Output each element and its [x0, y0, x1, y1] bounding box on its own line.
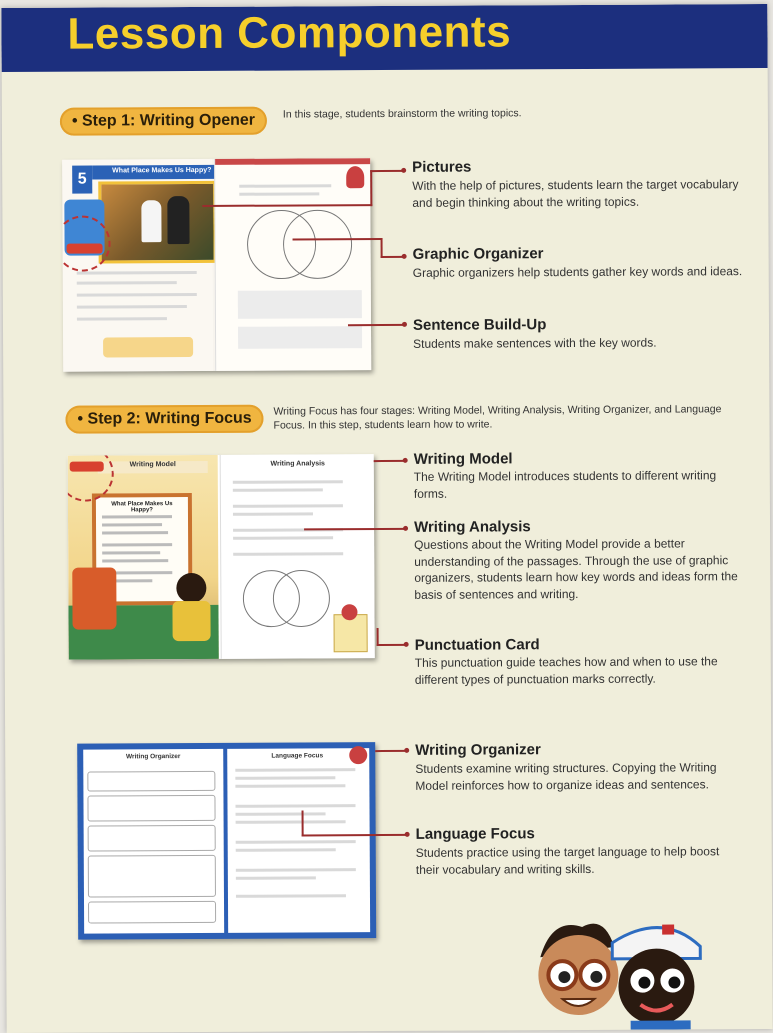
text-line	[102, 515, 172, 518]
writing-analysis-text: Questions about the Writing Model provide a better understanding of the passages. Through the use of graphic organizers, students learn how key words and ideas form the basis of sentences and writing.	[414, 536, 738, 602]
callout-dot	[401, 168, 406, 173]
callout-dot	[402, 254, 407, 259]
sentence-box	[238, 290, 362, 319]
text-line	[77, 293, 197, 297]
step1-description: In this stage, students brainstorm the writing topics.	[282, 107, 522, 121]
text-line	[77, 271, 197, 275]
callout-line	[370, 170, 372, 206]
callout-dot	[405, 832, 410, 837]
photo-figure-1	[141, 200, 161, 242]
language-focus-title: Language Focus	[415, 825, 535, 843]
text-line	[235, 804, 355, 808]
text-line	[102, 523, 162, 526]
corner-character-icon	[349, 746, 367, 764]
text-line	[236, 894, 346, 898]
photo-figure-2	[167, 196, 189, 244]
organizer-box	[88, 855, 216, 898]
text-line	[235, 784, 345, 788]
text-line	[102, 531, 168, 534]
text-line	[102, 559, 168, 562]
punctuation-card-title: Punctuation Card	[414, 636, 540, 654]
callout-line	[348, 324, 405, 326]
corner-character-icon	[346, 166, 364, 188]
opener-ribbon	[92, 165, 232, 180]
text-line	[236, 820, 346, 824]
callout-dot	[403, 458, 408, 463]
sentence-build-up-title: Sentence Build-Up	[412, 316, 547, 334]
callout-line	[370, 170, 404, 172]
mascot-characters-illustration	[522, 916, 723, 1030]
writing-organizer-page	[83, 749, 224, 934]
writing-organizer-thumbnail	[77, 742, 376, 940]
page-title: Lesson Components	[67, 7, 512, 59]
opener-heading: What Place Makes Us Happy?	[112, 166, 212, 175]
text-line	[102, 551, 160, 554]
callout-dot	[403, 526, 408, 531]
graphic-organizer-title: Graphic Organizer	[412, 245, 544, 263]
text-line	[233, 504, 343, 508]
callout-line	[381, 238, 383, 258]
language-focus-text: Students practice using the target language to help boost their vocabulary and writing skills.	[415, 844, 720, 877]
text-line	[77, 281, 177, 285]
text-line	[233, 480, 343, 484]
text-line	[236, 876, 316, 879]
writing-organizer-heading: Writing Organizer	[126, 753, 181, 761]
venn-diagram-icon	[231, 562, 341, 633]
step2-description: Writing Focus has four stages: Writing Model, Writing Analysis, Writing Organizer, and Language Focus. In this step, students learn how to write.	[273, 403, 722, 432]
writing-focus-thumbnail	[68, 454, 375, 660]
organizer-box	[88, 901, 216, 924]
callout-dot	[404, 748, 409, 753]
mascot-face-2	[618, 948, 694, 1024]
sentence-build-up-text: Students make sentences with the key words.	[413, 335, 657, 351]
writing-model-title: Writing Model	[413, 450, 513, 468]
writing-organizer-title: Writing Organizer	[415, 741, 541, 759]
language-focus-page	[227, 748, 370, 933]
opener-photo	[98, 181, 216, 264]
organizer-box	[88, 825, 216, 852]
text-line	[239, 184, 331, 187]
text-line	[236, 812, 326, 815]
organizer-box	[87, 795, 215, 822]
callout-line	[304, 528, 406, 531]
text-line	[77, 305, 187, 309]
text-line	[77, 317, 167, 320]
writing-analysis-page	[220, 454, 375, 659]
text-line	[236, 868, 356, 872]
graphic-organizer-text: Graphic organizers help students gather key words and ideas.	[412, 264, 743, 280]
word-box	[103, 337, 193, 357]
text-line	[233, 552, 343, 556]
header-banner	[1, 4, 767, 72]
step2-label: • Step 2: Writing Focus	[65, 405, 263, 434]
language-focus-heading: Language Focus	[271, 752, 324, 760]
text-line	[102, 543, 172, 546]
writing-model-text: The Writing Model introduces students to different writing forms.	[413, 468, 717, 501]
text-line	[236, 848, 336, 852]
venn-diagram-icon	[231, 204, 361, 285]
writing-organizer-text: Students examine writing structures. Copying the Writing Model reinforces how to organize ideas and sentences.	[415, 760, 717, 793]
pictures-text: With the help of pictures, students learn the target vocabulary and begin thinking about the writing topics.	[412, 177, 739, 210]
text-line	[233, 512, 313, 515]
opener-right-page	[214, 158, 371, 371]
text-line	[236, 840, 356, 844]
pictures-title: Pictures	[412, 158, 472, 176]
card-character-icon	[341, 604, 357, 620]
text-line	[239, 192, 319, 195]
callout-line	[375, 750, 407, 752]
writing-analysis-title: Writing Analysis	[414, 518, 531, 536]
callout-line	[302, 810, 304, 836]
writing-analysis-heading: Writing Analysis	[270, 460, 325, 468]
callout-line	[374, 460, 406, 462]
poem-title: What Place Makes Us Happy?	[111, 501, 173, 514]
right-page-stripe	[215, 158, 371, 165]
step1-label: • Step 1: Writing Opener	[60, 107, 267, 136]
writing-model-page	[68, 455, 219, 660]
cartoon-character-body	[172, 601, 210, 641]
sentence-box	[238, 326, 362, 349]
text-line	[235, 776, 335, 780]
text-line	[233, 488, 323, 491]
writing-tag	[70, 461, 104, 471]
callout-dot	[402, 322, 407, 327]
callout-line	[302, 834, 408, 837]
text-line	[235, 768, 355, 772]
punctuation-card-text: This punctuation guide teaches how and when to use the different types of punctuation marks correctly.	[414, 654, 718, 687]
slide-structure	[72, 567, 116, 629]
unit-number-badge: 5	[72, 166, 92, 194]
writing-opener-thumbnail	[62, 158, 371, 372]
writing-model-heading: Writing Model	[98, 461, 208, 474]
organizer-box	[87, 771, 215, 792]
text-line	[233, 536, 333, 540]
cartoon-character-head	[176, 573, 206, 603]
callout-dot	[404, 642, 409, 647]
lesson-components-page	[1, 4, 772, 1033]
callout-line	[377, 644, 407, 646]
